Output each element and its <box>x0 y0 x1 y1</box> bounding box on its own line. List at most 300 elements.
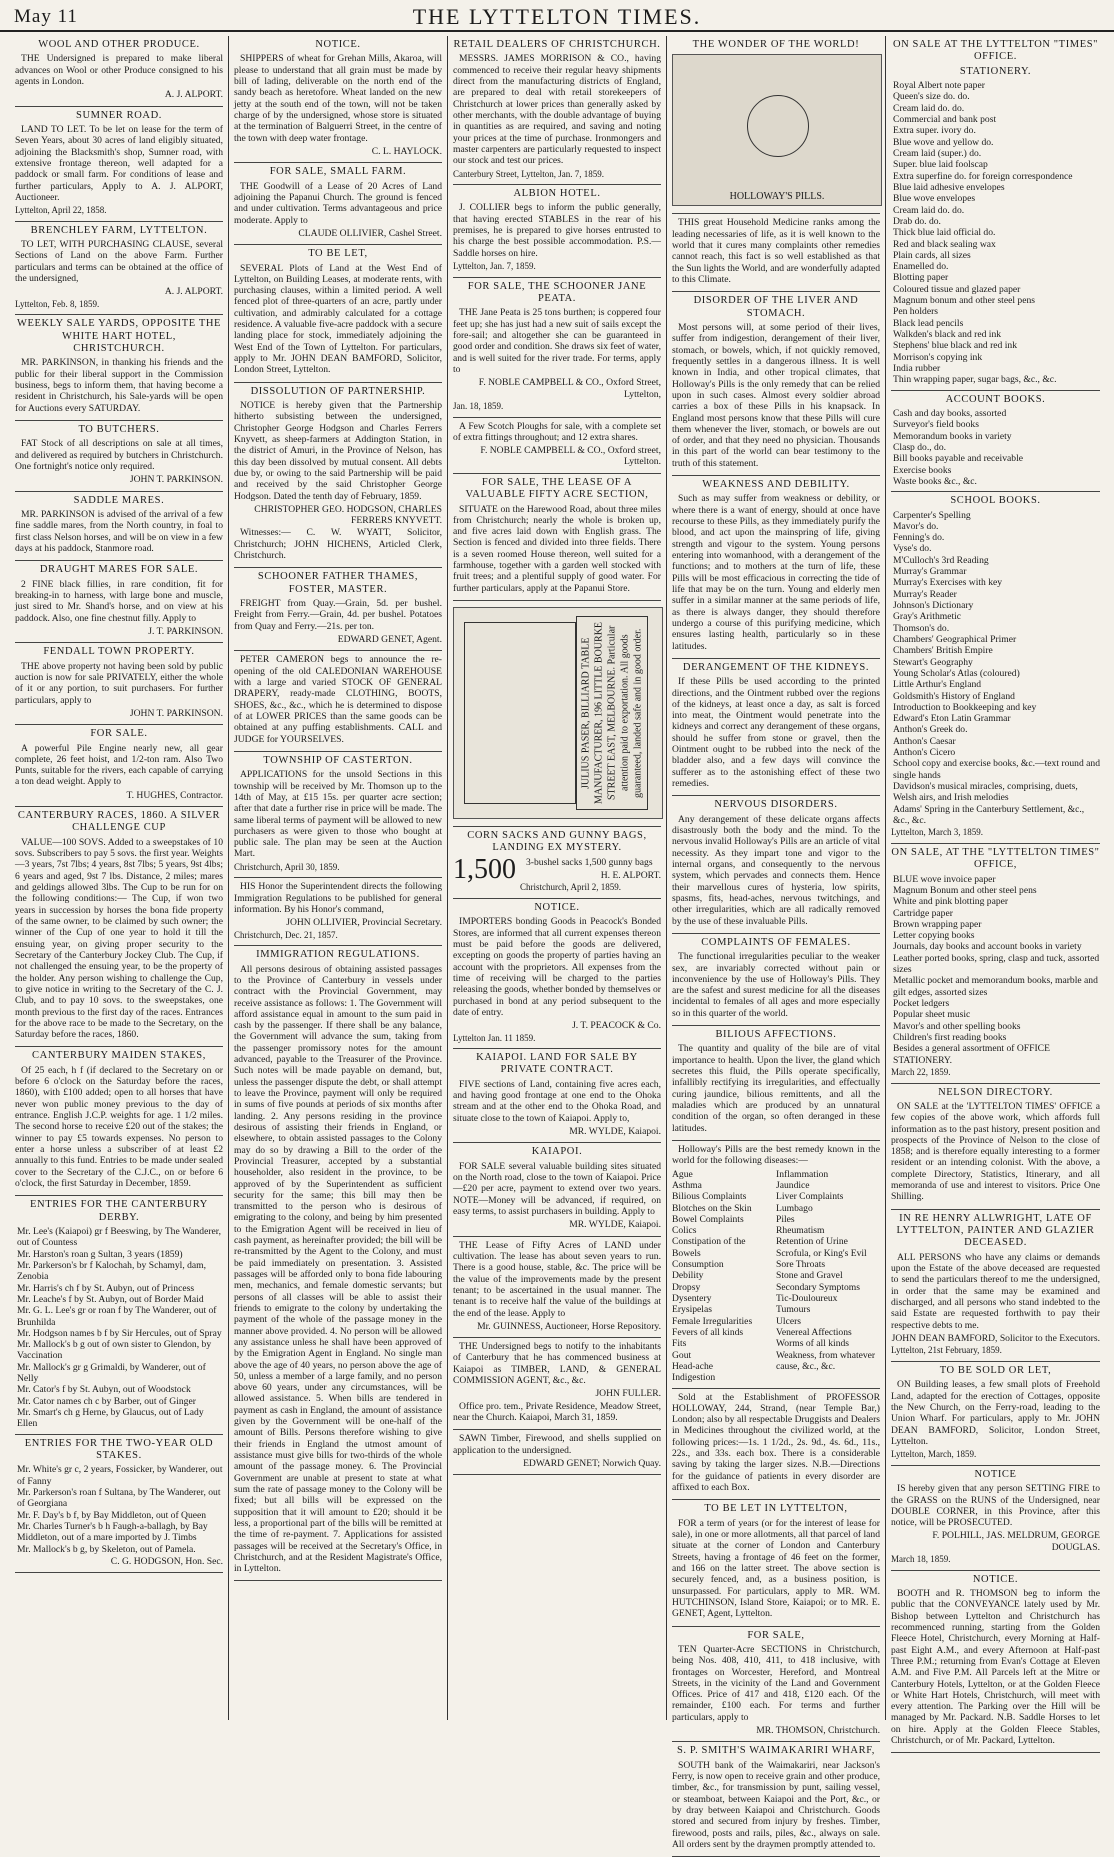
ad-body: ON Building leases, a few small plots of Freehold Land, adapted for the erection of Cottages, opposite the New Church, on the Ferry-road, leading to the Union Wharf. For particulars, apply to Mr. JOHN DEAN BAMFORD, Solicitor, London Street, Lyttelton. <box>891 1379 1100 1447</box>
advertisement <box>891 1210 1100 1362</box>
list-item: Johnson's Dictionary <box>893 600 974 611</box>
advertisement <box>891 844 1100 1084</box>
list-item: Drab do. do. <box>893 215 941 227</box>
signature: F. NOBLE CAMPBELL & CO., Oxford Street, Lyttelton, <box>478 377 661 400</box>
ad-heading: FOR SALE. <box>90 728 148 740</box>
signature: MR. WYLDE, Kaiapoi. <box>569 1126 661 1138</box>
advertisement <box>15 561 223 643</box>
list-item: M'Culloch's 3rd Reading <box>893 554 989 566</box>
advertisement <box>672 1500 880 1626</box>
list-item: Introduction to Bookkeeping and key <box>893 701 1037 713</box>
billiard-table-illustration <box>453 607 663 819</box>
ad-extra: Office pro. tem., Private Residence, Meadow Street, near the Church. Kaiapoi, March 31, 1859. <box>453 1400 661 1424</box>
ad-heading: WEAKNESS AND DEBILITY. <box>702 479 850 491</box>
issue-date: May 11 <box>14 6 78 27</box>
list-item: Bowel Complaints <box>672 1213 744 1225</box>
advertisement <box>15 107 223 222</box>
ad-body: THIS great Household Medicine ranks among the leading necessaries of life, as it is well known to the world that it cures many complaints other remedies cannot reach, this fact is so well established as that the Sun lights the World, and are wonderfully adapted to this Climate. <box>672 217 880 285</box>
ad-heading: FENDALL TOWN PROPERTY. <box>43 646 195 658</box>
ad-heading: THE WONDER OF THE WORLD! <box>692 39 860 50</box>
list-item: Royal Albert note paper <box>893 80 985 92</box>
advertisement <box>234 383 442 569</box>
advertisement <box>453 418 661 474</box>
advertisement <box>672 1627 880 1743</box>
ad-body: Sold at the Establishment of PROFESSOR HOLLOWAY, 244, Strand, (near Temple Bar,) London; also by all respectable Druggists and Dealers in Medicines throughout the civilized world, at the following prices:—1s. 1 1/2d., 2s. 9d., 4s. 6d., 11s., 22s., and 33s. each box. There is a considerable saving by taking the larger sizes. N.B.—Directions for the guidance of patients in every disorder are affixed to each Box. <box>672 1391 880 1493</box>
advertisement <box>672 1141 880 1389</box>
list-item: Blotches on the Skin <box>672 1202 752 1214</box>
advertisement <box>672 1742 880 1857</box>
ad-heading: WEEKLY SALE YARDS, OPPOSITE THE WHITE HART HOTEL, CHRISTCHURCH. <box>16 318 222 355</box>
advertisement <box>672 1026 880 1141</box>
list-item: Cream laid do. do. <box>893 204 965 216</box>
list-item: Asthma <box>672 1179 702 1191</box>
list-item: Anthon's Cicero <box>893 747 956 759</box>
list-item: Murray's Exercises with key <box>893 577 1003 589</box>
list-item: Mr. Lee's (Kaiapoi) gr f Beeswing, by The Wanderer, out of Countess <box>17 1226 222 1249</box>
newspaper-title: THE LYTTELTON TIMES. <box>412 4 702 29</box>
list-item: Mr. Mallock's b g, by Skeleton, out of Pamela. <box>17 1543 196 1555</box>
signature: JOHN T. PARKINSON. <box>129 707 223 719</box>
advertisement <box>15 1196 223 1434</box>
list-item: Magnum Bonum and other steel pens <box>893 884 1037 896</box>
advertisement <box>453 1049 661 1143</box>
ad-heading: TO BE SOLD OR LET, <box>939 1364 1052 1376</box>
dateline: Canterbury Street, Lyttelton, Jan. 7, 1859. <box>453 168 604 179</box>
list-item: Mavor's and other spelling books <box>893 1020 1021 1032</box>
columns <box>10 36 1106 1850</box>
list-item: Mr. Harston's roan g Sultan, 3 years (1859) <box>17 1248 183 1260</box>
list-item: Mr. Leache's f by St. Aubyn, out of Border Maid <box>17 1293 204 1305</box>
advertisement <box>234 651 442 752</box>
advertisement <box>672 214 880 292</box>
dateline: March 22, 1859. <box>891 1066 951 1077</box>
ad-body: THE Undersigned is prepared to make liberal advances on Wool or other Produce consigned to his agents in London. <box>15 53 223 87</box>
dateline: Christchurch, Dec. 21, 1857. <box>234 929 338 940</box>
advertisement <box>672 659 880 797</box>
signature: H. E. ALPORT. <box>600 870 661 882</box>
ad-body: The quantity and quality of the bile are of vital importance to health. Upon the liver, the gland which secretes this fluid, the Pills operate specifically, infallibly rectifying its irregularities, and effectually curing jaundice, bilious remittents, and all the maladies which are produced by an unnatural condition of the organ, so often deranged in these latitudes. <box>672 1043 880 1134</box>
advertisement <box>891 1571 1100 1754</box>
billiard-advert-sign: JULIUS PASER, BILLIARD TABLE MANUFACTURER, 196 LITTLE BOURKE STREET EAST, MELBOURNE. Particular attention paid to exportation. All goods guaranteed, landed safe and in good order. <box>576 616 648 810</box>
signature: EDWARD GENET; Norwich Quay. <box>523 1457 661 1469</box>
list-item: Mr. White's gr c, 2 years, Fossicker, by Wanderer, out of Fanny <box>17 1464 223 1487</box>
list-item: Fevers of all kinds <box>672 1326 744 1338</box>
list-item: Colics <box>672 1225 697 1237</box>
list-item: Cash and day books, assorted <box>893 407 1007 419</box>
advertisement <box>453 278 661 418</box>
list-item: Retention of Urine <box>776 1236 848 1248</box>
signature: Mr. GUINNESS, Auctioneer, Horse Repository. <box>477 1320 661 1332</box>
quantity-figure: 1,500 <box>453 853 516 885</box>
list-item: Carpenter's Spelling <box>893 509 971 521</box>
ad-body: FAT Stock of all descriptions on sale at all times, and delivered as required by butchers in Christchurch. One fortnight's notice only required. <box>15 438 223 473</box>
ad-subheading: STATIONERY. <box>959 65 1032 77</box>
ad-body: NOTICE is hereby given that the Partnership hitherto subsisting between the undersigned, Christopher George Hodgson and Charles Ferrers Knyvett, as sheep-farmers at Addington Station, in the district of Amuri, in the Province of Nelson, has this day been dissolved by mutual consent. All debts due by, or owing to the said Partnership will be paid and received by the said Christopher George Hodgson. Dated the tenth day of February, 1859. <box>234 400 442 502</box>
ad-heading: ALBION HOTEL. <box>513 188 601 200</box>
ad-heading: CORN SACKS AND GUNNY BAGS, LANDING EX MYSTERY. <box>467 830 647 854</box>
list-item: School copy and exercise books, &c.—text round and single hands <box>893 758 1101 781</box>
list-item: Stephens' blue black and red ink <box>893 340 1018 352</box>
list-item: Mr. F. Day's b f, by Bay Middleton, out of Queen <box>17 1509 207 1521</box>
ad-heading: WOOL AND OTHER PRODUCE. <box>38 39 200 50</box>
ad-body: MR. PARKINSON, in thanking his friends and the public for their liberal support in the Commission business, begs to inform them, that having become a resident in Christchurch, his Sale-yards will be open for Auctions every SATURDAY. <box>15 357 223 414</box>
list-item: Indigestion <box>672 1372 716 1384</box>
disease-list-left <box>672 1169 776 1384</box>
list-item: Goldsmith's History of England <box>893 690 1015 702</box>
advertisement <box>891 36 1100 391</box>
list-item: Mr. Parkerson's roan f Sultana, by The Wanderer, out of Georgiana <box>17 1487 221 1510</box>
ad-heading: TO BE LET, <box>308 248 368 260</box>
ad-body: PETER CAMERON begs to announce the re-opening of the old CALEDONIAN WAREHOUSE with a large and varied STOCK OF GENERAL DRAPERY, ready-made CLOTHING, BOOTS, SHOES, &c., &c., which he is determined to dispose of at LOWER PRICES than the same goods can be obtained at any puffing establishments. CALL and JUDGE for YOURSELVES. <box>234 654 442 745</box>
dateline: Lyttelton, March, 1859. <box>891 1449 977 1460</box>
list-item: Extra superfine do. for foreign correspondence <box>893 170 1073 182</box>
advertisement <box>234 163 442 245</box>
holloway-engraving <box>672 54 882 206</box>
ad-heading: CANTERBURY MAIDEN STAKES, <box>32 1050 206 1062</box>
list-item: Head-ache <box>672 1360 714 1372</box>
signature: JOHN DEAN BAMFORD, Solicitor to the Executors. <box>891 1333 1100 1345</box>
ad-heading: SCHOONER FATHER THAMES, FOSTER, MASTER. <box>257 571 419 595</box>
list-item: Worms of all kinds <box>776 1338 850 1350</box>
column-3 <box>448 36 667 1720</box>
ad-heading: FOR SALE, <box>747 1629 805 1641</box>
ad-body: A powerful Pile Engine nearly new, all gear complete, 26 feet hoist, and 1/2-ton ram. Also Two Punts, suitable for the rivers, each capable of carrying a ton dead weight. Apply to <box>15 742 223 788</box>
list-item: Lumbago <box>776 1202 813 1214</box>
list-item: Popular sheet music <box>893 1009 971 1021</box>
ad-heading: ENTRIES FOR THE TWO-YEAR OLD STAKES. <box>24 1437 214 1462</box>
list-item: Sore Throats <box>776 1259 826 1271</box>
ad-body: TEN Quarter-Acre SECTIONS in Christchurch, being Nos. 408, 410, 411, to 418 inclusive, with frontages on Worcester, Hereford, and Montreal Streets, in the vicinity of the Land and Government Offices. Price of 417 and 418, £120 each. Of the remainder, £100 each. For terms and further particulars, apply to <box>672 1643 880 1723</box>
list-item: Young Scholar's Atlas (coloured) <box>893 667 1020 679</box>
ad-body: FREIGHT from Quay.—Grain, 5d. per bushel. Freight from Ferry.—Grain, 4d. per bushel. Potatoes from Quay and Ferry.—21s. per ton. <box>234 598 442 632</box>
advertisement <box>15 315 223 421</box>
ad-body: FIVE sections of Land, containing five acres each, and having good frontage at one end to the Ohoka stream and at the other end to the Ohoka Road, and situate close to the town of Kaiapoi. Apply to, <box>453 1078 661 1124</box>
list-item: Blotting paper <box>893 272 949 284</box>
engraving-caption: HOLLOWAY'S PILLS. <box>729 190 825 202</box>
list-item: Letter copying books <box>893 930 975 942</box>
advertisement <box>672 934 880 1026</box>
ad-body: If these Pills be used according to the printed directions, and the Ointment rubbed over the regions of the kidneys, at least once a day, as salt is forced into meat, the Ointment would penetrate into the kidneys and correct any derangement of these organs, should he suffer from stone or gravel, then the Ointment ought to be rubbed into the neck of the bladder also, and a few days will convince the sufferer as to the astonishing effect of these two remedies. <box>672 676 880 789</box>
advertisement <box>234 36 442 163</box>
ad-heading: CANTERBURY RACES, 1860. A SILVER CHALLENGE CUP <box>17 810 221 834</box>
list-item: Red and black sealing wax <box>893 238 996 250</box>
ad-body: THE above property not having been sold by public auction is now for sale PRIVATELY, either the whole of it or any portion, to suit purchasers. For further particulars, apply to <box>15 660 223 706</box>
advertisement <box>453 601 661 827</box>
ad-body: 3-bushel sacks 1,500 gunny bags <box>526 856 653 868</box>
list-item: Pen holders <box>893 306 939 318</box>
ad-body: The functional irregularities peculiar to the weaker sex, are invariably corrected without pain or inconvenience by the use of Holloway's Pills. They are the safest and surest medicine for all the diseases incidental to females of all ages and more especially so in this quarter of the world. <box>672 951 880 1019</box>
item-list <box>15 1464 223 1555</box>
ad-heading: IMMIGRATION REGULATIONS. <box>256 949 420 961</box>
ad-body: 2 FINE black fillies, in rare condition, fit for breaking-in to harness, with large bone and muscle, just sired to Mr. Shand's horse, and on view at his paddock. Also, one fine chestnut filly. Apply to <box>15 578 223 624</box>
advertisement <box>453 36 661 185</box>
list-item: Bilious Complaints <box>672 1191 747 1203</box>
disease-list-right <box>776 1169 880 1384</box>
ad-heading: TOWNSHIP OF CASTERTON. <box>263 754 413 766</box>
list-item: Thick blue laid official do. <box>893 227 996 239</box>
ad-body: J. COLLIER begs to inform the public generally, that having erected STABLES in the rear of his premises, he is prepared to give horses entrusted to his charge the best possible accommodation. P.S.—Saddle horses on hire. <box>453 202 661 259</box>
column-5 <box>886 36 1105 1747</box>
list-item: Thin wrapping paper, sugar bags, &c., &c. <box>893 374 1057 386</box>
ad-body: THE Lease of Fifty Acres of LAND under cultivation. The lease has about seven years to run. There is a good house, stable, &c. The price will be the value of the improvements made by the present tenant; to be ascertained in the usual manner. The tenant is to receive half the value of the buildings at the end of the lease. Apply to <box>453 1239 661 1319</box>
ad-extra: Witnesses:— C. W. WYATT, Solicitor, Christchurch; JOHN HICHENS, Articled Clerk, Christchurch. <box>234 527 442 562</box>
ad-heading: KAIAPOI. <box>531 1146 583 1158</box>
list-item: Mr. Smart's ch g Herne, by Glaucus, out of Lady Ellen <box>17 1407 204 1430</box>
dateline: Lyttelton, April 22, 1858. <box>15 205 107 216</box>
list-item: Chambers' Geographical Primer <box>893 633 1017 645</box>
list-item: Magnum bonum and other steel pens <box>893 295 1036 307</box>
signature: A. J. ALPORT. <box>164 286 223 298</box>
list-item: Mr. Harris's ch f by St. Aubyn, out of Princess <box>17 1282 195 1294</box>
advertisement <box>15 222 223 316</box>
list-item: Pocket ledgers <box>893 998 950 1010</box>
advertisement <box>453 1338 661 1430</box>
signature: F. NOBLE CAMPBELL & CO., Oxford street, Lyttelton. <box>480 445 661 468</box>
ad-heading: SADDLE MARES. <box>73 494 165 506</box>
list-item: Mr. Parkerson's br f Kalochah, by Schamyl, dam, Zenobia <box>17 1259 207 1283</box>
ad-body: THE Undersigned begs to notify to the inhabitants of Canterbury that he has commenced business at Kaiapoi as TIMBER, LAND, & GENERAL COMMISSION AGENT, &c., &c. <box>453 1341 661 1387</box>
ad-body: SOUTH bank of the Waimakariri, near Jackson's Ferry, is now open to receive grain and other produce, timber, &c., for transmission by punt, sailing vessel, or steamboat, between Kaiapoi and the Port, &c., or by dray between Kaiapoi and Christchurch. Goods stored and secured from injury by freshes. Timber, firewood, posts and rails, piles, &c., always on sale. All orders sent by the draymen promptly attended to. <box>672 1759 880 1850</box>
list-item: Mr. Cator names ch c by Barber, out of Ginger <box>17 1395 196 1407</box>
ad-body: Of 25 each, h f (if declared to the Secretary on or before 6 o'clock on the Saturday before the races, 1860), with £100 added; open to all horses that have never won public money previous to the day of entrance. English J.C.P. weights for age. 1 1/2 miles. The second horse to receive £20 out of the stakes; the winner to pay £5 towards expenses. No person to enter a horse unless a subscriber of at least £2 annually to this fund. Entries to be made under sealed cover to the Secretary of the C.J.C., on or before 6 o'clock, the first Saturday in December, 1859. <box>15 1064 223 1189</box>
list-item: Anthon's Caesar <box>893 735 956 747</box>
ad-heading: DRAUGHT MARES FOR SALE. <box>39 564 199 576</box>
ad-heading: ENTRIES FOR THE CANTERBURY DERBY. <box>30 1199 208 1223</box>
advertisement <box>15 725 223 807</box>
list-item: Black lead pencils <box>893 317 964 329</box>
advertisement <box>15 1047 223 1196</box>
ad-body: LAND TO LET. To be let on lease for the term of Seven Years, about 30 acres of land eligibly situated, adjoining the Blacksmith's shop, Sumner road, with extensive frontage thereon, well adapted for a paddock or small farm. For conditions of lease and further particulars, Apply to A. J. ALPORT, Auctioneer. <box>15 124 223 203</box>
ad-body: SITUATE on the Harewood Road, about three miles from Christchurch; nearly the whole is broken up, and five acres laid down with English grass. The Section is fenced and divided into three fields. There is a seven roomed House thereon, well suited for a farmhouse, together with a garden well stocked with fruit trees; and a plentiful supply of good water. For further particulars, apply at the Papanui Store. <box>453 503 661 594</box>
ad-body: SHIPPERS of wheat for Grehan Mills, Akaroa, will please to understand that all grain must be made by bill of lading, deliverable on the north end of the sandy beach as heretofore. Wheat landed on the new jetty at the south end of the town, will not be taken charge of by the undersigned, whose store is situated at the termination of Balguerri Street, in the centre of the town with deep water frontage. <box>234 53 442 144</box>
list-item: Cream laid do. do. <box>893 102 965 114</box>
signature: J. T. PARKINSON. <box>148 625 223 637</box>
list-item: Little Arthur's England <box>893 679 982 691</box>
item-list <box>891 510 1100 827</box>
list-item: Extra super. ivory do. <box>893 125 976 137</box>
advertisement <box>234 568 442 651</box>
globe-icon <box>747 95 809 157</box>
list-item: Fits <box>672 1338 687 1350</box>
advertisement <box>15 36 223 107</box>
ad-body: MESSRS. JAMES MORRISON & CO., having commenced to receive their regular heavy shipments direct from the manufacturing districts of England, are prepared to deal with retail storekeepers of Christchurch at lower prices than generally asked by other merchants, with the double advantage of buying in quantities as are required, and saving and noting your prices at the time of purchase. Ironmongers and master carpenters are particularly requested to inspect our stock and test our prices. <box>453 53 661 167</box>
ad-heading: NOTICE. <box>315 39 361 50</box>
column-4 <box>667 36 886 1850</box>
signature: MR. THOMSON, Christchurch. <box>756 1725 880 1737</box>
list-item: Tumours <box>776 1304 811 1316</box>
ad-body: All persons desirous of obtaining assisted passages to the Province of Canterbury in vessels under contract with the Provincial Government, may receive assistance as follows: 1. The Government will afford assistance equal in amount to the sum paid in cash by the passenger. If there shall be any balance, the Government will advance the sum, taking from the passenger promissory notes for the amount advanced, payable to the Treasurer of the Province. Such notes will be made payable on demand, but, unless the passenger dispute the debt, or shall attempt to leave the Province, payment will only be required in sums of five pounds at periods of six months after landing. 2. Any persons residing in the province desirous of assisting their friends in England, or elsewhere, to obtain assisted passages to the Colony may do so by drawing a Bill to the order of the Provincial Treasurer, accepted by a substantial householder, also resident in the province, to be approved of by the Superintendent as sufficient security for the same; this bill may then be transmitted to the person who is desirous of emigrating to the colony, and being by him presented to the Emigration Agent will be received in lieu of cash payment, as hereinafter provided; the bill will be re-transmitted by the Agent to the Colony, and must be paid immediately on presentation. 3. Assisted passages will be afforded only to bona fide labouring men, mechanics, and female domestic servants; but persons of all classes will be able to assist their friends to emigrate to the colony by undertaking the payment of the whole of the passage money in the manner above provided. 4. No person will be allowed any assistance unless he shall have been approved of by the Emigration Agent in England. No single man above the age of 40 years, no person above the age of 50, unless a member of a large family, and no person above 60 years, under any circumstances, will be allowed assistance. 5. When bills are tendered in payment as cash in England, the amount of assistance given by the Government will be one-half of the amount of Bills. Persons therefore wishing to give their friends in England the utmost amount of assistance must give bills for two-thirds of the whole amount of the passage money. 6. The Provincial Government are unable at present to state at what sum the rate of passage money to the Colony will be fixed; but all bills will be expressed on the supposition that it will amount to £20; should it be less, a proportional part of the bills will be remitted at the time of re-payment. 7. Applications for assisted passages will be received at the Secretary's Office, in Christchurch, and at the Resident Magistrate's Office, in Lyttelton. <box>234 963 442 1575</box>
dateline: Jan. 18, 1859. <box>453 400 504 411</box>
list-item: Female Irregularities <box>672 1315 753 1327</box>
ad-body: APPLICATIONS for the unsold Sections in this township will be received by Mr. Thomson up to the 14th of May, at £15 15s. per quarter acre section; after that date a further rise in price will be made. The same liberal terms of payment will be allowed to new purchasers as were given to those who bought at public sale. The plan may be seen at the Auction Mart. <box>234 769 442 860</box>
list-item: Bill books payable and receivable <box>893 453 1024 465</box>
ad-heading: DISORDER OF THE LIVER AND STOMACH. <box>693 295 859 319</box>
ad-body: IS hereby given that any person SETTING FIRE to the GRASS on the RUNS of the Undersigned, near DOUBLE CORNER, in this Province, after this notice, will be PROSECUTED. <box>891 1483 1100 1529</box>
ad-body: ALL PERSONS who have any claims or demands upon the Estate of the above deceased are requested to send the particulars thereof to me the undersigned, in order that the same may be examined and discharged, and all persons who stand indebted to the said Estate are requested forthwith to pay their respective debts to me. <box>891 1251 1100 1331</box>
ad-heading: DERANGEMENT OF THE KIDNEYS. <box>682 661 870 673</box>
ad-body: TO LET, WITH PURCHASING CLAUSE, several Sections of Land on the above Farm. Further particulars and terms can be obtained at the office of the undersigned, <box>15 239 223 285</box>
ad-body: Such as may suffer from weakness or debility, or where there is a want of energy, should at once have recourse to these Pills, as they immediately purify the blood, and act upon the mainspring of life, giving strength and vigour to the system. Young persons entering into womanhood, with a derangement of the functions; and to mothers at the turn of life, these Pills will be most efficacious in correcting the tide of life that may be on the turn. Young and elderly men suffer in a similar manner at the same periods of life, as there is always danger, they should therefore undergo a course of this purifying medicine, which ensures lasting health, particularly so in these latitudes. <box>672 493 880 652</box>
advertisement <box>15 643 223 725</box>
list-item: Debility <box>672 1270 704 1282</box>
advertisement <box>672 1389 880 1501</box>
ad-body: ON SALE at the 'LYTTELTON TIMES' OFFICE a few copies of the above work, which affords full information as to the past history, present position and prospects of the Province of Nelson to the close of 1858; and is therefore equally interesting to a former resident or an intending colonist. With the above, a complete Directory, Statistics, Itinerary, and all memoranda of use and interest to visitors. Price One Shilling. <box>891 1100 1100 1203</box>
list-item: Commercial and bank post <box>893 114 997 126</box>
ad-heading: IN RE HENRY ALLWRIGHT, LATE OF LYTTELTON, PAINTER AND GLAZIER DECEASED. <box>896 1212 1095 1249</box>
advertisement <box>234 752 442 878</box>
ad-heading: RETAIL DEALERS OF CHRISTCHURCH. <box>453 39 661 50</box>
list-item: Blue wove and yellow do. <box>893 136 994 148</box>
list-item: Tic-Douloureux <box>776 1293 838 1304</box>
list-item: Thomson's do. <box>893 622 950 634</box>
signature: A. J. ALPORT. <box>164 89 223 101</box>
ad-heading: SCHOOL BOOKS. <box>950 495 1041 507</box>
ad-heading: ACCOUNT BOOKS. <box>945 393 1046 405</box>
list-item: Brown wrapping paper <box>893 918 982 930</box>
ad-body: MR. PARKINSON is advised of the arrival of a few fine saddle mares, from the North country, in foal to first class Nelson horses, and will be on view in a few days at his paddock, Stanmore road. <box>15 509 223 554</box>
signature: F. POLHILL, JAS. MELDRUM, GEORGE DOUGLAS. <box>932 1530 1100 1553</box>
advertisement <box>891 1084 1100 1210</box>
dateline: March 18, 1859. <box>891 1554 951 1565</box>
ad-heading: TO BE LET IN LYTTELTON, <box>704 1503 848 1515</box>
list-item: Mavor's do. <box>893 520 939 532</box>
advertisement <box>453 1143 661 1236</box>
list-item: White and pink blotting paper <box>893 896 1009 908</box>
list-item: Chambers' British Empire <box>893 645 993 657</box>
item-list <box>891 80 1100 385</box>
signature: MR. WYLDE, Kaiapoi. <box>569 1219 661 1231</box>
list-item: Cream laid (super.) do. <box>893 148 982 159</box>
list-item: Erysipelas <box>672 1304 712 1316</box>
list-item: Dropsy <box>672 1281 701 1293</box>
list-item: Constipation of the Bowels <box>672 1236 746 1259</box>
ad-heading: BILIOUS AFFECTIONS. <box>715 1029 837 1041</box>
list-item: Rheumatism <box>776 1225 825 1237</box>
list-item: Venereal Affections <box>776 1326 852 1338</box>
list-item: Memorandum books in variety <box>893 430 1012 442</box>
list-item: Journals, day books and account books in variety <box>893 941 1082 953</box>
column-2 <box>229 36 448 1720</box>
dateline: Lyttelton, 21st February, 1859. <box>891 1345 1002 1356</box>
ad-heading: FOR SALE, THE SCHOONER JANE PEATA. <box>467 280 647 305</box>
list-item: Children's first reading books <box>893 1031 1007 1043</box>
ad-body: FOR a term of years (or for the interest of lease for sale), in one or more allotments, all that parcel of land situate at the corner of London and Canterbury Streets, having a frontage of 46 feet on the former, and 166 on the latter street. The above section is securely fenced, and, as a business position, is unsurpassed. For particulars, apply to MR. WM. HUTCHINSON, Island Store, Kaiapoi; or to MR. E. GENET, Agent, Lyttelton. <box>672 1517 880 1620</box>
dateline: Lyttelton, Jan. 7, 1859. <box>453 261 536 272</box>
list-item: Ulcers <box>776 1315 802 1327</box>
list-item: Exercise books <box>893 464 952 476</box>
list-item: Mr. G. L. Lee's gr or roan f by The Wanderer, out of Brunhilda <box>17 1305 217 1328</box>
advertisement <box>891 1466 1100 1571</box>
list-item: Surveyor's field books <box>893 419 979 431</box>
advertisement <box>891 492 1100 844</box>
list-item: Jaundice <box>776 1179 810 1191</box>
ad-heading: COMPLAINTS OF FEMALES. <box>701 936 851 948</box>
list-item: Consumption <box>672 1259 724 1271</box>
list-item: Secondary Symptoms <box>776 1281 860 1293</box>
ad-heading: KAIAPOI. LAND FOR SALE BY PRIVATE CONTRACT. <box>476 1052 638 1076</box>
list-item: Waste books &c., &c. <box>893 475 977 487</box>
advertisement <box>672 476 880 659</box>
list-item: Queen's size do. do. <box>893 91 970 103</box>
signature: JOHN FULLER. <box>595 1388 661 1400</box>
advertisement <box>672 796 880 934</box>
dateline: Christchurch, April 2, 1859. <box>520 882 621 893</box>
list-item: Super. blue laid foolscap <box>893 159 988 171</box>
ad-body: SEVERAL Plots of Land at the West End of Lyttelton, on Building Leases, at moderate rents, with purchasing clauses, within a limited period. A well fenced plot of three-quarters of an acre, partly under cultivation, and admirably calculated for a cottage residence. A valuable five-acre paddock with a secure landing place for stock, immediately adjoining the West End of the Town of Lyttelton. For particulars, apply to Mr. JOHN DEAN BAMFORD, Solicitor, London Street, Lyttelton. <box>234 262 442 376</box>
item-list <box>891 874 1100 1066</box>
ad-body: Any derangement of these delicate organs affects disastrously both the body and the mind. To the nervous invalid Holloway's Pills are an article of vital necessity. As they impart tone and vigor to the internal organs, and consequently to the nervous system, which pervades and connects them. Hence their marvellous cures of hysteria, low spirits, spasms, fits, head-aches, nervous twitchings, and other irregularities, which are all radically removed by the use of these invaluable Pills. <box>672 813 880 927</box>
list-item: Metallic pocket and memorandum books, marble and gilt edges, assorted sizes <box>893 975 1098 998</box>
list-item: BLUE wove invoice paper <box>893 873 996 885</box>
list-item: Coloured tissue and glazed paper <box>893 283 1021 295</box>
list-item: India rubber <box>893 362 941 374</box>
advertisement <box>453 474 661 601</box>
dateline: Lyttelton Jan. 11 1859. <box>453 1032 536 1043</box>
disease-list <box>672 1169 880 1384</box>
list-item: Gray's Arithmetic <box>893 611 962 623</box>
list-item: Morrison's copying ink <box>893 351 983 363</box>
item-list <box>15 1226 223 1430</box>
advertisement <box>453 1430 661 1475</box>
ad-body: Holloway's Pills are the best remedy known in the world for the following diseases:— <box>672 1143 880 1167</box>
list-item: Scrofula, or King's Evil <box>776 1247 867 1259</box>
list-item: Inflammation <box>776 1168 829 1180</box>
ad-body: BOOTH and R. THOMSON beg to inform the public that the CONVEYANCE lately used by Mr. Bishop between Lyttelton and Christchurch has recommenced running, starting from the Golden Fleece Hotel, Christchurch, every Morning at Half-past Eight A.M., and every Afternoon at Half-past Three P.M.; returning from Evan's Cottage at Eleven A.M. and Five P.M. All Parcels left at the Mitre or Canterbury Hotels, Lyttelton, or at the Golden Fleece or White Hart Hotels, Christchurch, will meet with every attention. The Parking over the Hill will be managed by Mr. Packard. N.B. Saddle Horses to let on hire. Apply at the Golden Fleece Stables, Christchurch, or of Mr. Packard, Lyttelton. <box>891 1588 1100 1747</box>
ad-heading: FOR SALE, THE LEASE OF A VALUABLE FIFTY ACRE SECTION, <box>465 476 649 501</box>
ad-heading: BRENCHLEY FARM, LYTTELTON. <box>30 224 208 236</box>
signature: J. T. PEACOCK & Co. <box>572 1020 661 1032</box>
column-1 <box>10 36 229 1720</box>
ad-heading: NOTICE <box>974 1468 1017 1480</box>
list-item: Davidson's musical miracles, comprising, duets, Welsh airs, and Irish melodies <box>893 781 1078 804</box>
list-item: Leather ported books, spring, clasp and tuck, assorted sizes <box>893 952 1100 976</box>
ad-body: IMPORTERS bonding Goods in Peacock's Bonded Stores, are informed that all current expenses thereon must be paid before the goods are delivered, excepting on goods the property of parties having an account with the proprietors. All expenses from the time of receiving will be charged to the parties releasing the goods, whether bonded by themselves or purchased in bond at any period subsequent to the date of entry. <box>453 916 661 1018</box>
dateline: Christchurch, April 30, 1859. <box>234 861 340 872</box>
advertisement <box>234 878 442 946</box>
billiard-table-icon <box>464 622 576 804</box>
signature: C. L. HAYLOCK. <box>371 145 442 157</box>
advertisement <box>453 185 661 278</box>
list-item: Piles <box>776 1213 795 1225</box>
advertisement <box>672 36 880 214</box>
list-item: Walkden's black and red ink <box>893 329 1002 340</box>
advertisement <box>891 1362 1100 1466</box>
advertisement <box>234 245 442 383</box>
signature: JOHN OLLIVIER, Provincial Secretary. <box>286 917 442 929</box>
advertisement <box>234 946 442 1581</box>
ad-heading: TO BUTCHERS. <box>78 424 160 436</box>
list-item: Mr. Mallock's gr g Grimaldi, by Wanderer, out of Nelly <box>17 1361 206 1385</box>
dateline: Lyttelton, Feb. 8, 1859. <box>15 298 100 309</box>
list-item: Ague <box>672 1168 693 1180</box>
list-item: Anthon's Greek do. <box>893 724 968 736</box>
ad-body: THE Jane Peata is 25 tons burthen; is coppered four feet up; she has just had a new suit of sails except the fore-sail; and altogether she can be guaranteed in good order and condition. She draws six feet of water, and is well suited for the river trade. For terms, apply to <box>453 307 661 375</box>
ad-heading: FOR SALE, SMALL FARM. <box>269 166 407 178</box>
ad-heading: SUMNER ROAD. <box>76 109 162 121</box>
list-item: Clasp do., do. <box>893 441 947 453</box>
list-item: Stewart's Geography <box>893 656 973 668</box>
list-item: Mr. Mallock's b g out of own sister to Glendon, by Vaccination <box>17 1339 212 1362</box>
ad-body: VALUE—100 SOVS. Added to a sweepstakes of 10 sovs. Subscribers to pay 5 sovs. the first year. Weights—3 years, 7st 7lbs; 4 years, 8st 7lbs; 5 years, 9st 4lbs; 6 years and aged, 9st 7 lbs. Distance, 2 miles; mares and geldings allowed 3lbs. The Cup to be run for on the following conditions:— The Cup, if won two years in succession by horses the bona fide property of the same owner, to be claimed by such owner; the winner of the Cup of one year to hold it till the ensuing year, on giving proper security to the Secretary of the Canterbury Jockey Club. The Cup, if not challenged the ensuing year, to be the property of the holder. Any person wishing to challenge the Cup, to give notice in writing to the Secretary of the C. J. Club, and to pay 10 sovs. to the sweepstakes, one month previous to the first day of the races. Entrances for the above race to be made to the Secretary, on the Saturday before the races, 1860. <box>15 836 223 1041</box>
signature: EDWARD GENET, Agent. <box>337 634 442 646</box>
list-item: Fenning's do. <box>893 532 945 544</box>
list-item: Plain cards, all sizes <box>893 249 971 261</box>
list-item: Blue wove envelopes <box>893 193 976 205</box>
advertisement <box>453 827 661 899</box>
ad-heading: DISSOLUTION OF PARTNERSHIP. <box>250 385 426 397</box>
list-item: Blue laid adhesive envelopes <box>893 181 1005 193</box>
list-item: Dysentery <box>672 1293 712 1304</box>
